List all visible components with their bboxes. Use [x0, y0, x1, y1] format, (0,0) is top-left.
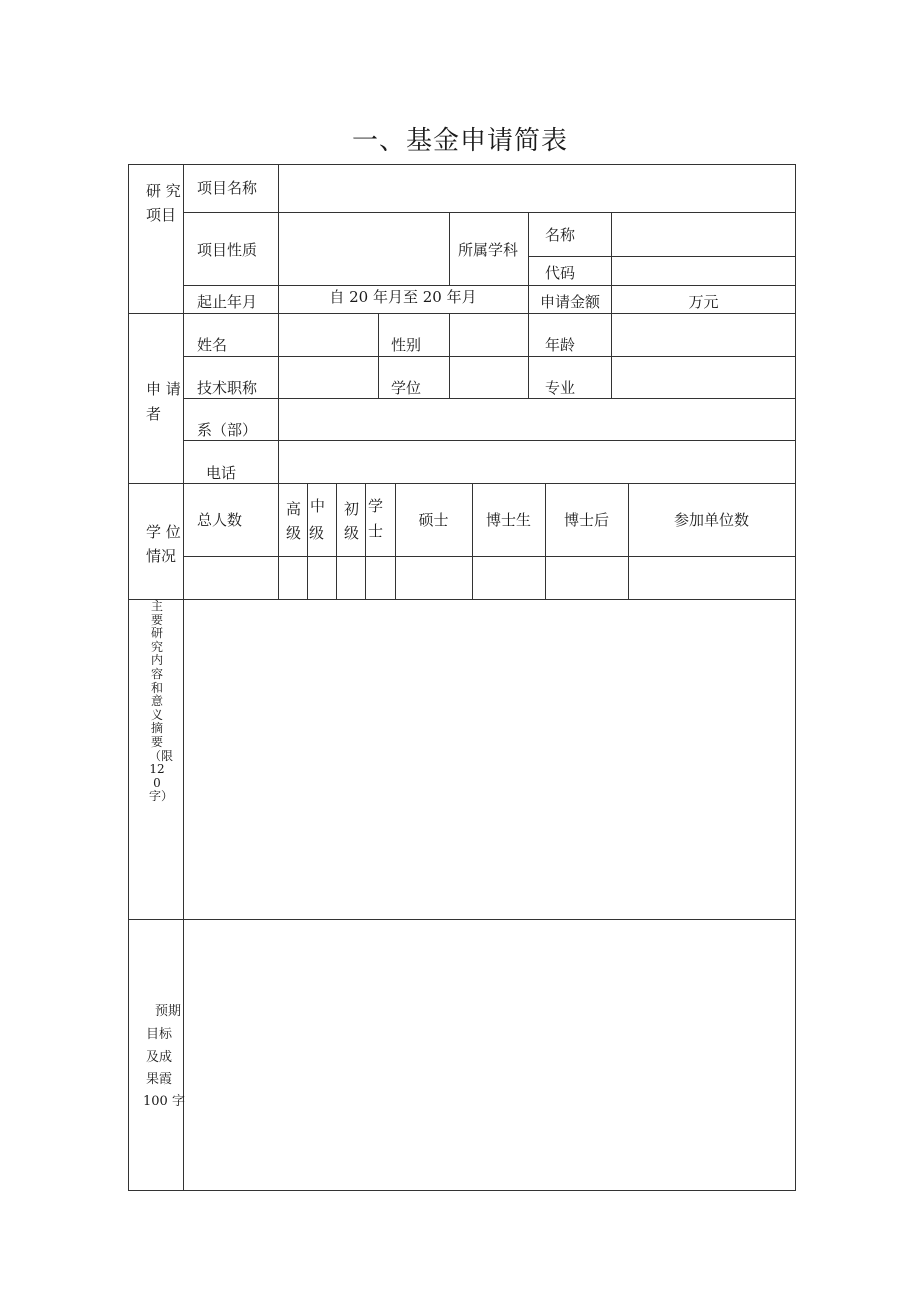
major-label: 专业 [545, 379, 576, 397]
goals-label-4: 果霞 [146, 1072, 173, 1087]
master-header: 硕士 [418, 511, 449, 529]
col-line [336, 483, 337, 600]
summary-label: 主要研究内容和意义摘要（限120字） [149, 599, 174, 804]
postdoc-header: 博士后 [563, 511, 609, 529]
table-border-top [128, 164, 796, 165]
section-label-degree-1: 学 位 [146, 523, 181, 541]
bachelor-header-1: 学 [368, 497, 384, 515]
separator [128, 313, 796, 314]
row-line [183, 212, 796, 213]
age-label: 年龄 [545, 336, 576, 354]
separator [128, 599, 796, 600]
bachelor-header-2: 士 [368, 522, 384, 540]
row-line [183, 440, 796, 441]
table-border-left [128, 164, 129, 1191]
middle-header-2: 级 [309, 524, 325, 542]
row-line [183, 398, 796, 399]
section-label-applicant-2: 者 [146, 405, 162, 423]
col-line [545, 483, 546, 600]
goals-label-1: 预期 [155, 1004, 182, 1019]
senior-header-1: 高 [286, 500, 302, 518]
phd-student-header: 博士生 [485, 511, 531, 529]
col-line [472, 483, 473, 600]
col-line [449, 212, 450, 286]
period-label: 起止年月 [197, 293, 258, 311]
section-label-project-2: 项目 [146, 206, 177, 224]
goals-label-3: 及成 [146, 1050, 173, 1065]
col-line [528, 313, 529, 399]
col-line [307, 483, 308, 600]
col-line [528, 212, 529, 314]
department-label: 系（部） [197, 421, 258, 439]
section-label-degree-2: 情况 [146, 547, 177, 565]
junior-header-2: 级 [344, 524, 360, 542]
degree-label: 学位 [391, 379, 422, 397]
junior-header-1: 初 [344, 500, 360, 518]
gender-label: 性别 [391, 336, 422, 354]
table-border-right [795, 164, 796, 1191]
name-label: 姓名 [197, 336, 228, 354]
col-line [395, 483, 396, 600]
goals-label-5: 100 字 [143, 1094, 185, 1109]
project-name-label: 项目名称 [197, 179, 258, 197]
discipline-label: 所属学科 [458, 241, 519, 259]
discipline-name-label: 名称 [545, 226, 576, 244]
row-line [528, 256, 796, 257]
phone-label: 电话 [206, 464, 237, 482]
col-line [628, 483, 629, 600]
middle-header-1: 中 [310, 497, 326, 515]
col-line [449, 313, 450, 399]
project-nature-label: 项目性质 [197, 241, 258, 259]
col-line [278, 483, 279, 600]
col-line [378, 313, 379, 399]
tech-title-label: 技术职称 [197, 379, 258, 397]
row-line [183, 356, 796, 357]
amount-label: 申请金额 [540, 293, 601, 311]
col-line [611, 313, 612, 399]
senior-header-2: 级 [286, 524, 302, 542]
discipline-code-label: 代码 [545, 264, 576, 282]
col-line [365, 483, 366, 600]
section-label-applicant-1: 申 请 [146, 380, 181, 398]
table-border-bottom [128, 1190, 796, 1191]
goals-label-2: 目标 [146, 1027, 173, 1042]
row-line [183, 556, 796, 557]
units-header: 参加单位数 [673, 511, 749, 529]
page-title: 一、基金申请简表 [351, 126, 568, 156]
col-line [278, 313, 279, 484]
amount-unit: 万元 [688, 293, 719, 311]
section-divider [183, 164, 184, 1191]
total-count-header: 总人数 [197, 511, 243, 529]
period-value: 自 20 年月至 20 年月 [329, 288, 477, 306]
separator [128, 919, 796, 920]
section-label-project-1: 研 究 [146, 182, 181, 200]
